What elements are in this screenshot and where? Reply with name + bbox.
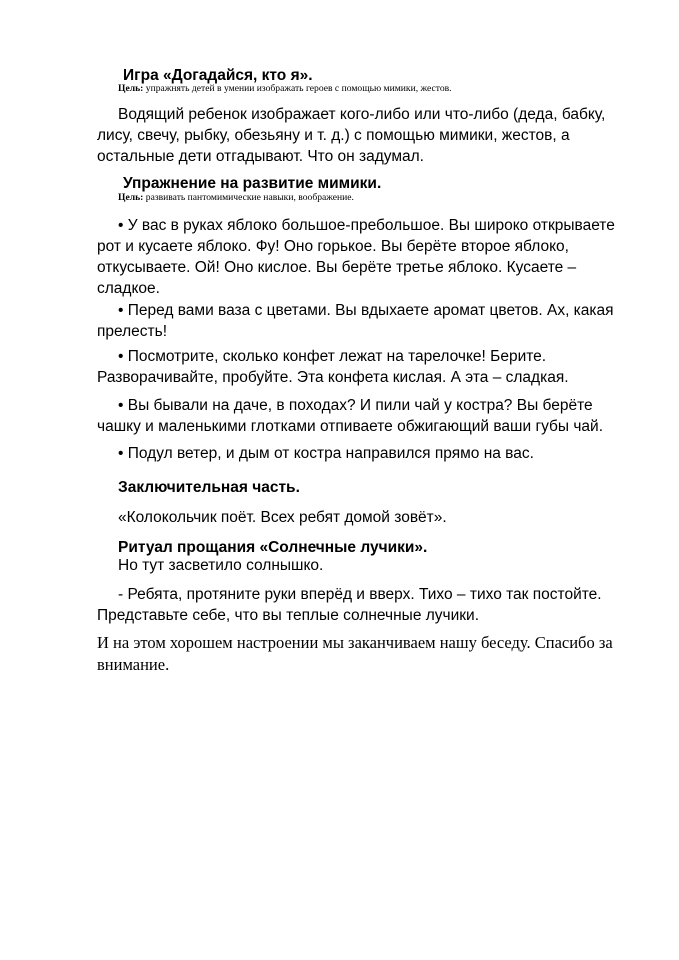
final-part-title: Заключительная часть. bbox=[118, 479, 300, 496]
farewell-ritual-title: Ритуал прощания «Солнечные лучики». bbox=[118, 539, 428, 556]
farewell-ritual-text: - Ребята, протяните руки вперёд и вверх. Тихо – тихо так постойте. Представьте себе, что вы теплые солнечные лучики. bbox=[97, 586, 602, 624]
game-description: Водящий ребенок изображает кого-либо или что-либо (деда, бабку, лису, свечу, рыбку, обезьяну и т. д.) с помощью мимики, жестов, а остальные дети отгадывают. Что он задумал. bbox=[97, 106, 606, 165]
exercise-item-candy: • Посмотрите, сколько конфет лежат на тарелочке! Берите. Разворачивайте, пробуйте. Эта конфета кислая. А эта – сладкая. bbox=[97, 348, 569, 386]
mimicry-exercise-title: Упражнение на развитие мимики. bbox=[123, 175, 382, 192]
closing-remark: И на этом хорошем настроении мы заканчиваем нашу беседу. Спасибо за внимание. bbox=[97, 633, 613, 674]
goal-text: упражнять детей в умении изображать героев с помощью мимики, жестов. bbox=[143, 83, 452, 94]
exercise-item-wind: • Подул ветер, и дым от костра направился прямо на вас. bbox=[118, 445, 534, 462]
goal-label: Цель: bbox=[118, 83, 144, 94]
farewell-ritual-line: Но тут засветило солнышко. bbox=[118, 557, 324, 574]
final-part-text: «Колокольчик поёт. Всех ребят домой зовёт». bbox=[118, 509, 447, 526]
game-goal bbox=[118, 83, 452, 95]
goal-text: развивать пантомимические навыки, воображение. bbox=[143, 192, 354, 203]
mimicry-exercise-goal bbox=[118, 192, 354, 204]
goal-label: Цель: bbox=[118, 192, 144, 203]
exercise-item-tea: • Вы бывали на даче, в походах? И пили чай у костра? Вы берёте чашку и маленькими глотками отпиваете обжигающий ваши губы чай. bbox=[97, 397, 604, 435]
exercise-item-apple: • У вас в руках яблоко большое-пребольшое. Вы широко открываете рот и кусаете яблоко. Фу! Оно горькое. Вы берёте второе яблоко, откусываете. Ой! Оно кислое. Вы берёте третье яблоко. Кусаете – сладкое. bbox=[97, 217, 615, 297]
exercise-item-flowers: • Перед вами ваза с цветами. Вы вдыхаете аромат цветов. Ах, какая прелесть! bbox=[97, 302, 614, 340]
game-title: Игра «Догадайся, кто я». bbox=[123, 67, 313, 84]
